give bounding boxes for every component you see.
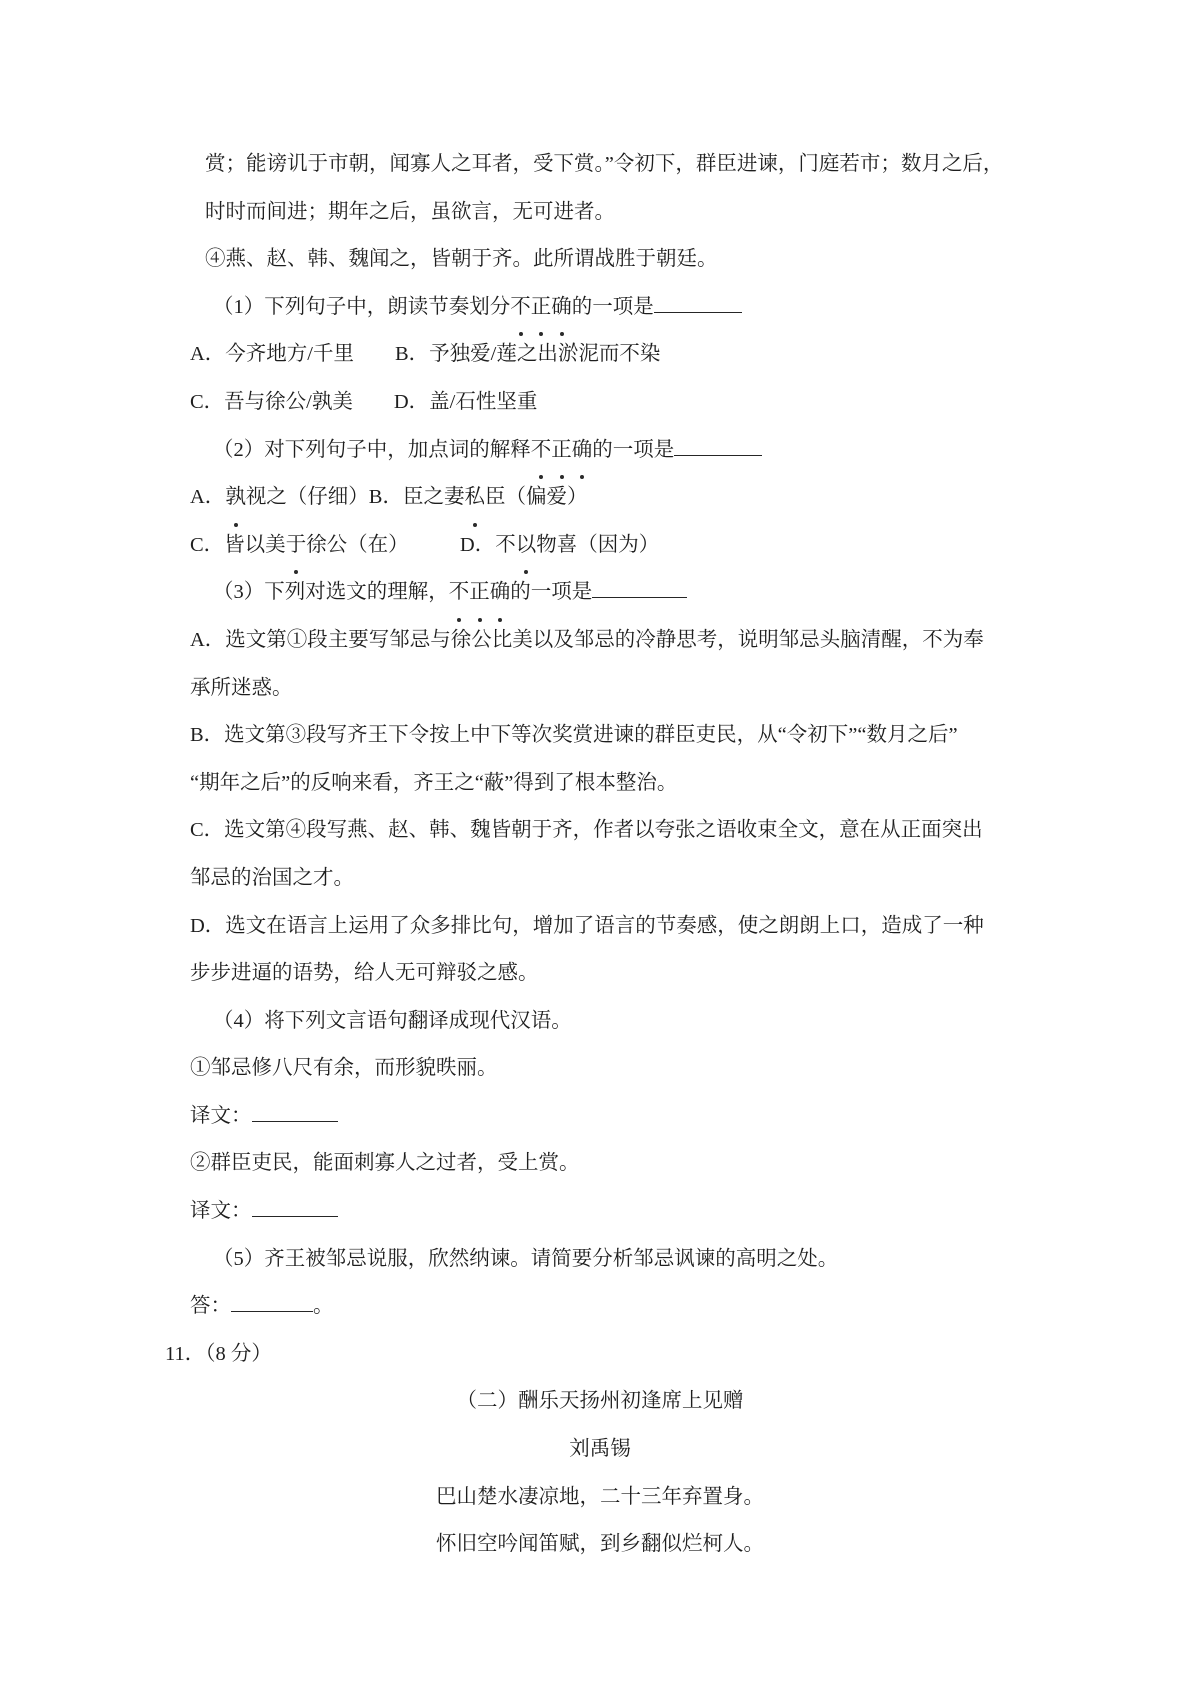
answer-blank (674, 451, 762, 456)
text-segment: A． (190, 486, 226, 509)
answer-blank (252, 1212, 338, 1217)
question-1-options-ab (0, 331, 1200, 379)
question-4-sentence-1 (0, 1045, 1200, 1093)
question-3-option-d (0, 903, 1200, 951)
translation-blank-2 (0, 1188, 1200, 1236)
emphasized-text: 不正确 (449, 581, 511, 603)
answer-blank-line (0, 1283, 1200, 1331)
question-3-option-c (0, 807, 1200, 855)
passage-line (0, 236, 1200, 284)
poem-author (0, 1426, 1200, 1474)
question-3-option-b-cont (0, 760, 1200, 808)
text-segment: 11．（8 分） (165, 1342, 272, 1365)
text-segment: 赏；能谤讥于市朝，闻寡人之耳者，受下赏。”令初下，群臣进谏，门庭若市；数月之后， (205, 153, 1004, 175)
text-segment: D．选文在语言上运用了众多排比句，增加了语言的节奏感，使之朗朗上口，造成了一种 (190, 914, 984, 937)
question-3-option-d-cont (0, 950, 1200, 998)
text-segment: 译文： (190, 1200, 252, 1223)
question-3-option-a (0, 617, 1200, 665)
text-segment: （1）下列句子中，朗读节奏划分 (213, 295, 511, 318)
text-segment: 答： (190, 1295, 231, 1318)
text-segment: 徐公（在） D．不 (306, 533, 516, 556)
question-3-option-c-cont (0, 855, 1200, 903)
emphasized-text: 私 (465, 486, 486, 508)
text-segment: C．选文第④段写燕、赵、韩、魏皆朝于齐，作者以夸张之语收束全文，意在从正面突出 (190, 819, 983, 842)
question-5-stem (0, 1236, 1200, 1284)
question-4-stem (0, 998, 1200, 1046)
text-segment: 时时而间进；期年之后，虽欲言，无可进者。 (205, 200, 615, 223)
document-content (0, 141, 1200, 1569)
text-segment: 物喜（因为） (536, 533, 660, 556)
answer-blank (654, 308, 742, 313)
text-segment: 。 (313, 1295, 334, 1318)
question-1-options-cd (0, 379, 1200, 427)
text-segment: 刘禹锡 (569, 1438, 631, 1461)
text-segment: ②群臣吏民，能面刺寡人之过者，受上赏。 (190, 1152, 580, 1175)
text-segment: 的一项是 (510, 581, 593, 604)
answer-blank (592, 593, 687, 598)
translation-blank-1 (0, 1093, 1200, 1141)
text-segment: A．今齐地方/千里 B．予独爱/莲之出淤泥而不染 (190, 343, 661, 366)
emphasized-text: 于 (286, 534, 307, 556)
text-segment: 的一项是 (592, 438, 675, 461)
text-segment: “期年之后”的反响来看，齐王之“蔽”得到了根本整治。 (190, 771, 678, 794)
text-segment: 视之（仔细）B．臣之妻 (245, 486, 465, 509)
question-4-sentence-2 (0, 1140, 1200, 1188)
poem-line-1 (0, 1474, 1200, 1522)
answer-blank (252, 1117, 338, 1122)
text-segment: ①邹忌修八尺有余，而形貌昳丽。 (190, 1057, 498, 1080)
text-segment: 承所迷惑。 (190, 676, 293, 699)
poem-title (0, 1378, 1200, 1426)
text-segment: 的一项是 (571, 295, 654, 318)
question-3-stem (0, 569, 1200, 617)
question-2-stem (0, 427, 1200, 475)
question-2-options-cd (0, 522, 1200, 570)
text-segment: 臣（偏爱） (485, 486, 588, 509)
text-segment: 邹忌的治国之才。 (190, 866, 354, 889)
emphasized-text: 不正确 (510, 296, 572, 318)
text-segment: A．选文第①段主要写邹忌与徐公比美以及邹忌的冷静思考，说明邹忌头脑清醒，不为奉 (190, 628, 984, 651)
text-segment: 步步进逼的语势，给人无可辩驳之感。 (190, 962, 539, 985)
text-segment: B．选文第③段写齐王下令按上中下等次奖赏进谏的群臣吏民，从“令初下”“数月之后” (190, 724, 958, 747)
passage-line (0, 141, 1200, 189)
question-2-options-ab (0, 474, 1200, 522)
emphasized-text: 孰 (225, 486, 246, 508)
text-segment: C．吾与徐公/孰美 D．盖/石性坚重 (190, 390, 538, 413)
emphasized-text: 以 (516, 534, 537, 556)
text-segment: 怀旧空吟闻笛赋，到乡翻似烂柯人。 (436, 1533, 764, 1556)
text-segment: ④燕、赵、韩、魏闻之，皆朝于齐。此所谓战胜于朝廷。 (205, 248, 718, 271)
question-1-stem (0, 284, 1200, 332)
text-segment: （2）对下列句子中，加点词的解释 (213, 438, 531, 461)
text-segment: （4）将下列文言语句翻译成现代汉语。 (213, 1009, 572, 1032)
text-segment: C．皆以美 (190, 533, 286, 556)
text-segment: 巴山楚水凄凉地，二十三年弃置身。 (436, 1485, 764, 1508)
passage-line (0, 189, 1200, 237)
text-segment: （3）下列对选文的理解， (213, 581, 449, 604)
answer-blank (231, 1307, 313, 1312)
poem-line-2 (0, 1521, 1200, 1569)
text-segment: （二）酬乐天扬州初逢席上见赠 (456, 1390, 744, 1413)
text-segment: （5）齐王被邹忌说服，欣然纳谏。请简要分析邹忌讽谏的高明之处。 (213, 1247, 839, 1270)
question-11-number (0, 1331, 1200, 1379)
text-segment: 译文： (190, 1104, 252, 1127)
question-3-option-a-cont (0, 665, 1200, 713)
question-3-option-b (0, 712, 1200, 760)
emphasized-text: 不正确 (531, 439, 593, 461)
